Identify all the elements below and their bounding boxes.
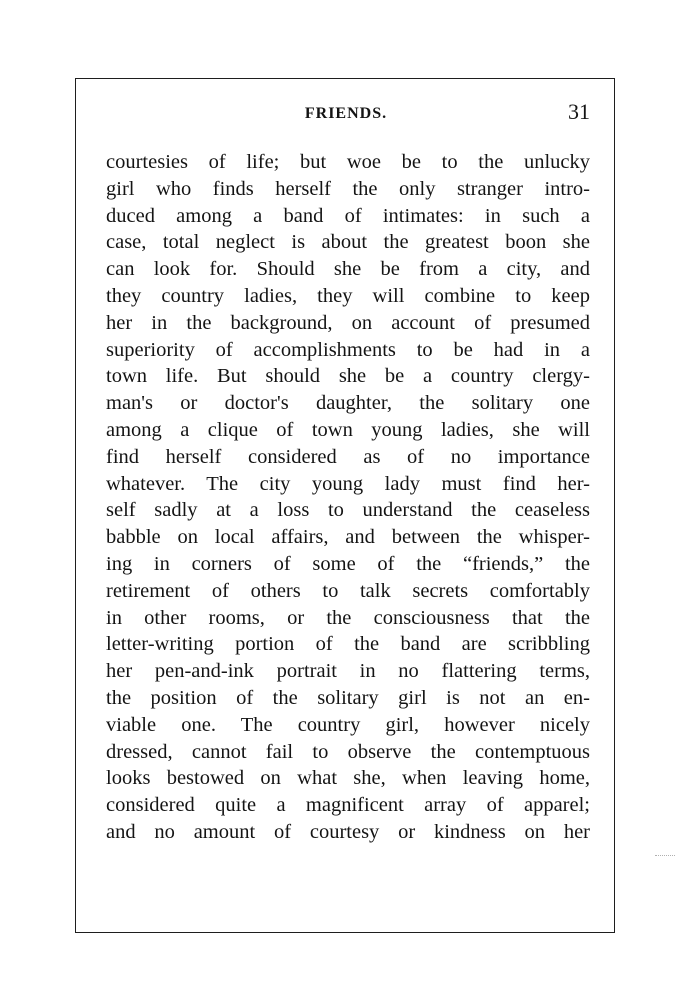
text-line: and no amount of courtesy or kindness on her (106, 820, 590, 843)
running-title: FRIENDS. (304, 105, 388, 122)
page-frame (75, 78, 615, 933)
text-line: self sadly at a loss to understand the ceaseless (106, 499, 590, 522)
text-line: looks bestowed on what she, when leaving home, (106, 767, 590, 790)
text-line: find herself considered as of no importance (106, 445, 590, 468)
text-line: in other rooms, or the consciousness that the (106, 606, 590, 629)
text-line: girl who finds herself the only stranger intro- (106, 177, 590, 200)
page-number: 31 (568, 99, 590, 124)
text-line: her pen-and-ink portrait in no flattering terms, (106, 660, 590, 683)
text-line: viable one. The country girl, however nicely (106, 713, 590, 736)
text-line: dressed, cannot fail to observe the contemptuous (106, 740, 590, 763)
text-line: babble on local affairs, and between the whisper- (106, 526, 590, 549)
text-line: they country ladies, they will combine to keep (106, 284, 590, 307)
text-line: duced among a band of intimates: in such a (106, 204, 590, 227)
body-text (106, 149, 590, 846)
text-line: among a clique of town young ladies, she will (106, 418, 590, 441)
text-line: man's or doctor's daughter, the solitary one (106, 392, 590, 415)
scan-speck (655, 855, 675, 859)
text-line: case, total neglect is about the greatest boon she (106, 231, 590, 254)
text-line: the position of the solitary girl is not an en- (106, 686, 590, 709)
text-line: courtesies of life; but woe be to the unlucky (106, 151, 590, 173)
text-line: letter-writing portion of the band are scribbling (106, 633, 590, 656)
running-head (76, 99, 616, 129)
text-line: considered quite a magnificent array of apparel; (106, 794, 590, 817)
text-line: retirement of others to talk secrets comfortably (106, 579, 590, 602)
text-line: superiority of accomplishments to be had in a (106, 338, 590, 361)
text-line: can look for. Should she be from a city, and (106, 258, 590, 281)
text-line: her in the background, on account of presumed (106, 311, 590, 334)
text-line: ing in corners of some of the “friends,” the (106, 552, 590, 575)
text-line: town life. But should she be a country clergy- (106, 365, 590, 388)
text-line: whatever. The city young lady must find her- (106, 472, 590, 495)
